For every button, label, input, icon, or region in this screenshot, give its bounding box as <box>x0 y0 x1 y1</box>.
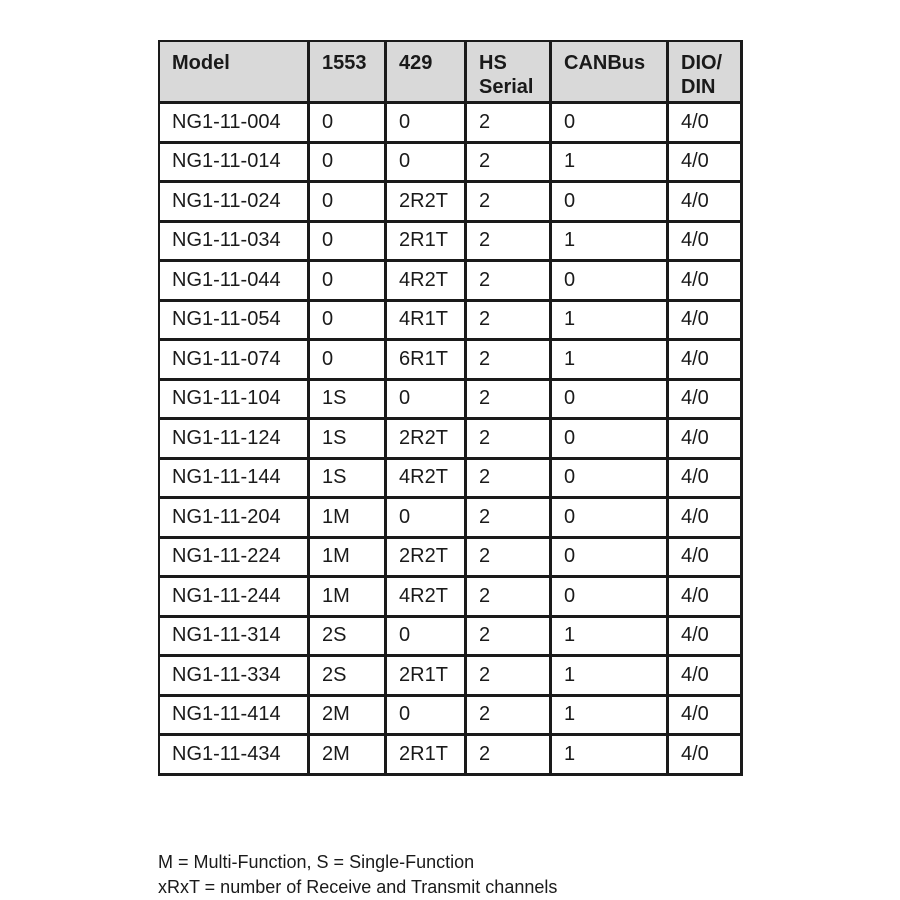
cell-canbus: 1 <box>552 341 669 381</box>
cell-hs-serial: 2 <box>467 183 552 223</box>
cell-dio-din: 4/0 <box>669 539 743 579</box>
cell-429: 0 <box>387 381 467 421</box>
cell-canbus: 1 <box>552 657 669 697</box>
cell-1553: 1M <box>310 539 387 579</box>
cell-1553: 0 <box>310 302 387 342</box>
cell-429: 4R2T <box>387 578 467 618</box>
cell-429: 4R1T <box>387 302 467 342</box>
table-row <box>160 104 743 144</box>
header-dio-din: DIO/ DIN <box>669 42 743 104</box>
cell-hs-serial: 2 <box>467 104 552 144</box>
cell-canbus: 0 <box>552 539 669 579</box>
cell-hs-serial: 2 <box>467 302 552 342</box>
cell-canbus: 0 <box>552 499 669 539</box>
cell-429: 0 <box>387 144 467 184</box>
cell-canbus: 1 <box>552 144 669 184</box>
footnote-function-legend: M = Multi-Function, S = Single-Function <box>158 852 475 872</box>
cell-canbus: 0 <box>552 420 669 460</box>
cell-dio-din: 4/0 <box>669 460 743 500</box>
cell-1553: 1M <box>310 578 387 618</box>
cell-model: NG1-11-104 <box>160 381 310 421</box>
table-row <box>160 697 743 737</box>
cell-hs-serial: 2 <box>467 578 552 618</box>
cell-429: 0 <box>387 618 467 658</box>
footnotes <box>158 850 557 900</box>
header-429: 429 <box>387 42 467 104</box>
cell-1553: 0 <box>310 223 387 263</box>
cell-model: NG1-11-334 <box>160 657 310 697</box>
cell-dio-din: 4/0 <box>669 183 743 223</box>
table-row <box>160 262 743 302</box>
cell-1553: 2S <box>310 618 387 658</box>
cell-hs-serial: 2 <box>467 341 552 381</box>
header-canbus: CANBus <box>552 42 669 104</box>
cell-canbus: 1 <box>552 736 669 776</box>
cell-model: NG1-11-204 <box>160 499 310 539</box>
cell-429: 2R2T <box>387 183 467 223</box>
cell-1553: 1S <box>310 460 387 500</box>
cell-model: NG1-11-224 <box>160 539 310 579</box>
cell-canbus: 1 <box>552 223 669 263</box>
table-row <box>160 144 743 184</box>
table-row <box>160 341 743 381</box>
cell-1553: 2M <box>310 697 387 737</box>
cell-dio-din: 4/0 <box>669 144 743 184</box>
cell-canbus: 1 <box>552 697 669 737</box>
cell-429: 0 <box>387 697 467 737</box>
cell-dio-din: 4/0 <box>669 223 743 263</box>
model-configuration-table <box>158 40 743 776</box>
cell-dio-din: 4/0 <box>669 262 743 302</box>
cell-1553: 1M <box>310 499 387 539</box>
cell-429: 6R1T <box>387 341 467 381</box>
cell-429: 2R1T <box>387 223 467 263</box>
cell-canbus: 1 <box>552 302 669 342</box>
table-row <box>160 736 743 776</box>
cell-model: NG1-11-034 <box>160 223 310 263</box>
cell-canbus: 0 <box>552 381 669 421</box>
cell-dio-din: 4/0 <box>669 499 743 539</box>
header-row <box>160 42 743 104</box>
table-row <box>160 578 743 618</box>
cell-dio-din: 4/0 <box>669 657 743 697</box>
table-row <box>160 302 743 342</box>
table-row <box>160 223 743 263</box>
table-row <box>160 539 743 579</box>
table-header <box>160 42 743 104</box>
header-hs-serial: HS Serial <box>467 42 552 104</box>
cell-1553: 0 <box>310 262 387 302</box>
cell-model: NG1-11-054 <box>160 302 310 342</box>
cell-dio-din: 4/0 <box>669 697 743 737</box>
table-row <box>160 381 743 421</box>
cell-dio-din: 4/0 <box>669 618 743 658</box>
cell-hs-serial: 2 <box>467 460 552 500</box>
cell-hs-serial: 2 <box>467 539 552 579</box>
cell-429: 2R1T <box>387 736 467 776</box>
table-row <box>160 460 743 500</box>
cell-hs-serial: 2 <box>467 697 552 737</box>
cell-hs-serial: 2 <box>467 499 552 539</box>
cell-dio-din: 4/0 <box>669 302 743 342</box>
cell-429: 4R2T <box>387 262 467 302</box>
cell-model: NG1-11-124 <box>160 420 310 460</box>
cell-model: NG1-11-434 <box>160 736 310 776</box>
cell-model: NG1-11-144 <box>160 460 310 500</box>
table-body <box>160 104 743 776</box>
cell-1553: 0 <box>310 183 387 223</box>
table-row <box>160 420 743 460</box>
cell-1553: 0 <box>310 144 387 184</box>
cell-dio-din: 4/0 <box>669 341 743 381</box>
table-row <box>160 499 743 539</box>
cell-model: NG1-11-004 <box>160 104 310 144</box>
cell-1553: 2M <box>310 736 387 776</box>
cell-1553: 1S <box>310 381 387 421</box>
cell-hs-serial: 2 <box>467 618 552 658</box>
cell-429: 0 <box>387 104 467 144</box>
cell-canbus: 0 <box>552 460 669 500</box>
cell-hs-serial: 2 <box>467 657 552 697</box>
cell-dio-din: 4/0 <box>669 420 743 460</box>
footnote-channel-legend: xRxT = number of Receive and Transmit channels <box>158 877 558 897</box>
cell-model: NG1-11-024 <box>160 183 310 223</box>
cell-hs-serial: 2 <box>467 223 552 263</box>
cell-1553: 0 <box>310 104 387 144</box>
cell-model: NG1-11-044 <box>160 262 310 302</box>
cell-hs-serial: 2 <box>467 381 552 421</box>
cell-hs-serial: 2 <box>467 262 552 302</box>
cell-dio-din: 4/0 <box>669 381 743 421</box>
cell-model: NG1-11-244 <box>160 578 310 618</box>
cell-429: 4R2T <box>387 460 467 500</box>
cell-dio-din: 4/0 <box>669 104 743 144</box>
cell-model: NG1-11-414 <box>160 697 310 737</box>
cell-model: NG1-11-014 <box>160 144 310 184</box>
cell-hs-serial: 2 <box>467 144 552 184</box>
cell-model: NG1-11-074 <box>160 341 310 381</box>
cell-hs-serial: 2 <box>467 736 552 776</box>
table-row <box>160 183 743 223</box>
cell-dio-din: 4/0 <box>669 578 743 618</box>
cell-429: 0 <box>387 499 467 539</box>
header-1553: 1553 <box>310 42 387 104</box>
header-model: Model <box>160 42 310 104</box>
cell-canbus: 0 <box>552 183 669 223</box>
cell-canbus: 1 <box>552 618 669 658</box>
cell-hs-serial: 2 <box>467 420 552 460</box>
cell-canbus: 0 <box>552 262 669 302</box>
cell-model: NG1-11-314 <box>160 618 310 658</box>
cell-1553: 0 <box>310 341 387 381</box>
cell-429: 2R2T <box>387 539 467 579</box>
table-row <box>160 618 743 658</box>
cell-dio-din: 4/0 <box>669 736 743 776</box>
table-row <box>160 657 743 697</box>
cell-429: 2R1T <box>387 657 467 697</box>
cell-1553: 1S <box>310 420 387 460</box>
cell-canbus: 0 <box>552 578 669 618</box>
cell-canbus: 0 <box>552 104 669 144</box>
cell-1553: 2S <box>310 657 387 697</box>
cell-429: 2R2T <box>387 420 467 460</box>
